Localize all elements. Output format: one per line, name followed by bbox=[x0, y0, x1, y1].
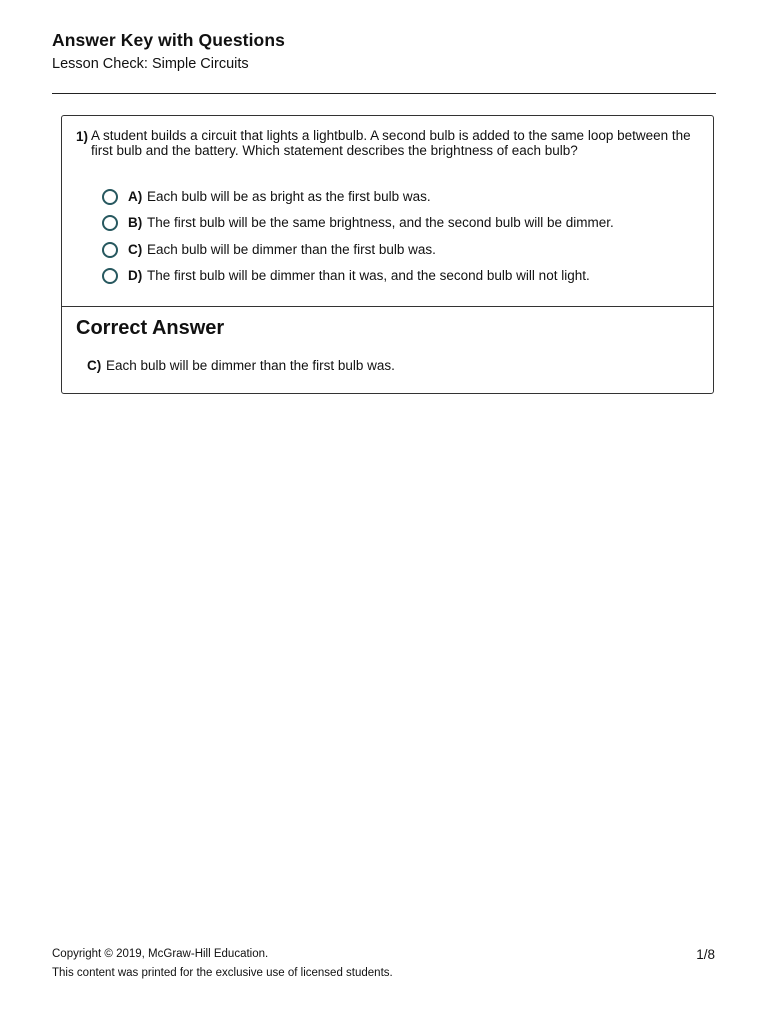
correct-answer-text: Each bulb will be dimmer than the first bulb was. bbox=[106, 358, 395, 373]
option-letter: B) bbox=[128, 215, 143, 230]
radio-circle-icon[interactable] bbox=[102, 215, 118, 231]
option-a[interactable] bbox=[102, 188, 702, 206]
question-card bbox=[61, 115, 714, 394]
radio-circle-icon[interactable] bbox=[102, 242, 118, 258]
footer-notice: This content was printed for the exclusive use of licensed students. bbox=[52, 967, 393, 979]
header-divider bbox=[52, 93, 716, 94]
option-letter: D) bbox=[128, 268, 143, 283]
option-text: Each bulb will be dimmer than the first bulb was. bbox=[147, 242, 436, 257]
correct-answer-section bbox=[62, 307, 713, 393]
page-number: 1/8 bbox=[696, 947, 715, 962]
option-d[interactable] bbox=[102, 267, 702, 285]
correct-answer-letter: C) bbox=[87, 358, 102, 373]
radio-circle-icon[interactable] bbox=[102, 268, 118, 284]
option-letter: A) bbox=[128, 189, 143, 204]
option-text: The first bulb will be dimmer than it was, and the second bulb will not light. bbox=[147, 268, 590, 283]
footer-copyright: Copyright © 2019, McGraw-Hill Education. bbox=[52, 948, 269, 960]
option-text: Each bulb will be as bright as the first bulb was. bbox=[147, 189, 431, 204]
radio-circle-icon[interactable] bbox=[102, 189, 118, 205]
document-subtitle: Lesson Check: Simple Circuits bbox=[52, 56, 249, 72]
question-number: 1) bbox=[76, 129, 89, 144]
question-section bbox=[62, 116, 713, 307]
option-c[interactable] bbox=[102, 241, 702, 259]
question-text: A student builds a circuit that lights a lightbulb. A second bulb is added to the same loop between the first bulb and the battery. Which statement describes the brightness of each bulb? bbox=[91, 128, 691, 158]
correct-answer-heading: Correct Answer bbox=[76, 317, 225, 339]
option-text: The first bulb will be the same brightness, and the second bulb will be dimmer. bbox=[147, 215, 614, 230]
document-title: Answer Key with Questions bbox=[52, 30, 285, 50]
option-letter: C) bbox=[128, 242, 143, 257]
option-b[interactable] bbox=[102, 214, 702, 232]
